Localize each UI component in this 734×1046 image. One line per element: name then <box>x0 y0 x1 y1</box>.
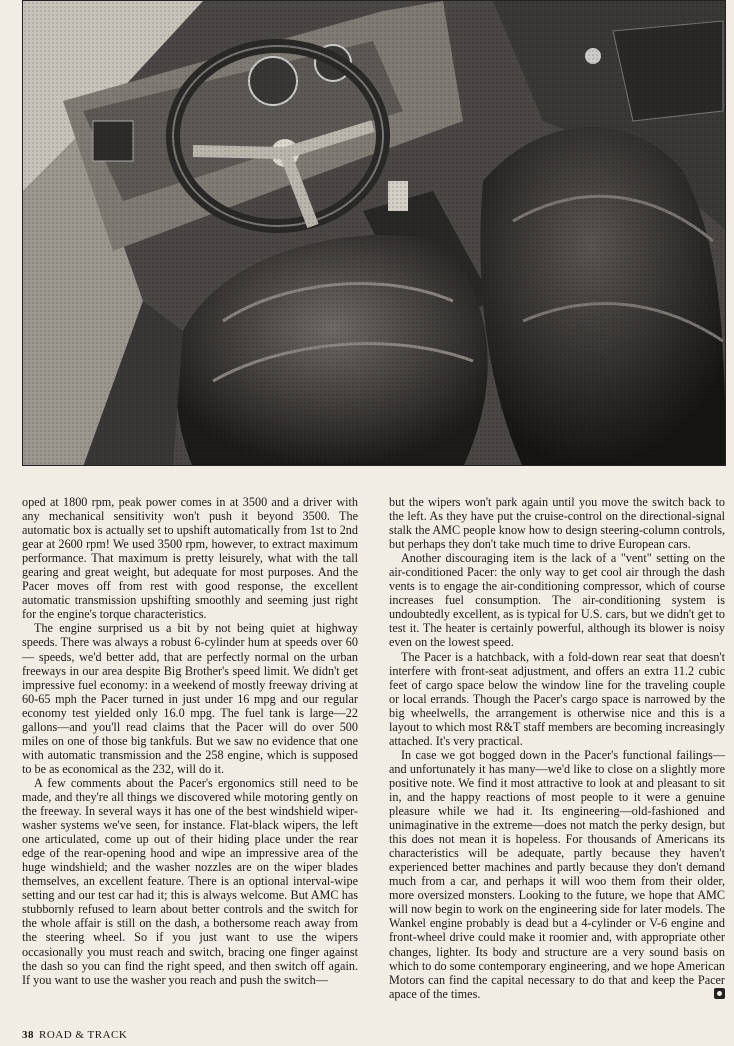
page-number: 38 <box>22 1029 34 1041</box>
paragraph: Another discouraging item is the lack of a "vent" setting on the air-conditioned Pacer: the only way to get cool air through the dash vents is to engage the air-conditioning compressor, which of course increases fuel consumption. The air-conditioning system is undoubtedly excellent, as is typical for U.S. cars, but we didn't get to test it. The heater is certainly powerful, although its blower is noisy even on the lowest speed. <box>389 551 725 650</box>
paragraph-last <box>389 748 725 1001</box>
car-interior-photo <box>22 0 726 466</box>
car-interior-illustration <box>23 1 726 466</box>
paragraph: but the wipers won't park again until you move the switch back to the left. As they have put the cruise-control on the directional-signal stalk the AMC people know how to design steering-column controls, but perhaps they don't take much time to drive European cars. <box>389 495 725 552</box>
article-end-icon <box>714 988 725 999</box>
page-footer <box>22 1029 127 1041</box>
paragraph: The Pacer is a hatchback, with a fold-down rear seat that doesn't interfere with front-seat adjustment, and offers an extra 11.2 cubic feet of cargo space below the window line for the traveling couple or local errands. Though the Pacer's cargo space is narrowed by the big wheelwells, the arrangement is otherwise nice and this is a layout to which most R&T staff members are becoming increasingly attached. It's very practical. <box>389 649 725 748</box>
article-column-right <box>389 495 725 1001</box>
magazine-name: ROAD & TRACK <box>39 1029 128 1041</box>
paragraph: oped at 1800 rpm, peak power comes in at 3500 and a driver with any mechanical sensitivity won't push it beyond 3500. The automatic box is actually set to upshift automatically from 1st to 2nd gear at 2600 rpm! We used 3500 rpm, however, to extract maximum performance. That maximum is pretty leisurely, what with the tall gearing and great weight, but adequate for most purposes. And the Pacer moves off from rest with good response, the excellent automatic transmission upshifting smoothly and seeming just right for the engine's torque characteristics. <box>22 495 358 622</box>
paragraph: A few comments about the Pacer's ergonomics still need to be made, and they're all things we discovered while motoring gently on the freeway. In several ways it has one of the best windshield wiper-washer systems we've seen, for instance. Flat-black wipers, the left one articulated, come up out of their hiding place under the rear edge of the rear-opening hood and wipe an impressive area of the huge windshield; and the washer nozzles are on the wiper blades themselves, an excellent feature. There is an optional interval-wipe setting and our test car had it; this is always welcome. But AMC has stubbornly refused to learn about better controls and the switch for the whole affair is still on the dash, a bothersome reach away from the steering wheel. So if you just want to use the wipers occasionally you must reach and switch, bracing one finger against the dash so you can find the right speed, and then switch off again. If you want to use the washer you reach and push the switch— <box>22 775 358 987</box>
paragraph: The engine surprised us a bit by not being quiet at highway speeds. There was always a robust 6-cylinder hum at speeds over 60— speeds, we'd better add, that are perfectly normal on the urban freeways in our area despite Big Brother's speed limit. We didn't get impressive fuel economy: in a weekend of mostly freeway driving at 60-65 mph the Pacer turned in just under 16 mpg and our regular economy test yielded only 16.0 mpg. The fuel tank is large—22 gallons—and you'll read claims that the Pacer will do over 500 miles on one of those big tankfuls. But we saw no evidence that one with automatic transmission and the 258 engine, which is supposed to be as economical as the 232, will do it. <box>22 621 358 776</box>
paragraph-text: In case we got bogged down in the Pacer's functional failings—and unfortunately it has many—we'd like to close on a slightly more positive note. We find it most attractive to look at and pleasant to sit in, and the happy reactions of most people to it were a genuine pleasure while we had it. Its engineering—old-fashioned and unimaginative in the extreme—does not match the perky design, but this does not mean it is hopeless. For thousands of Americans its characteristics will be adequate, partly because they haven't experienced better machines and partly because they don't demand much from a car, and perhaps it will woo them from their older, more oversized monsters. Looking to the future, we hope that AMC will now begin to work on the engineering side for later models. The Wankel engine probably is dead but a 4-cylinder or V-6 engine and front-wheel drive could make it roomier and, with appropriate other changes, lighter. Its body and structure are a very sound basis on which to do some contemporary engineering, and we hope American Motors can find the capital necessary to do that and keep the Pacer apace of the times. <box>389 747 725 1001</box>
article-column-left <box>22 495 358 987</box>
